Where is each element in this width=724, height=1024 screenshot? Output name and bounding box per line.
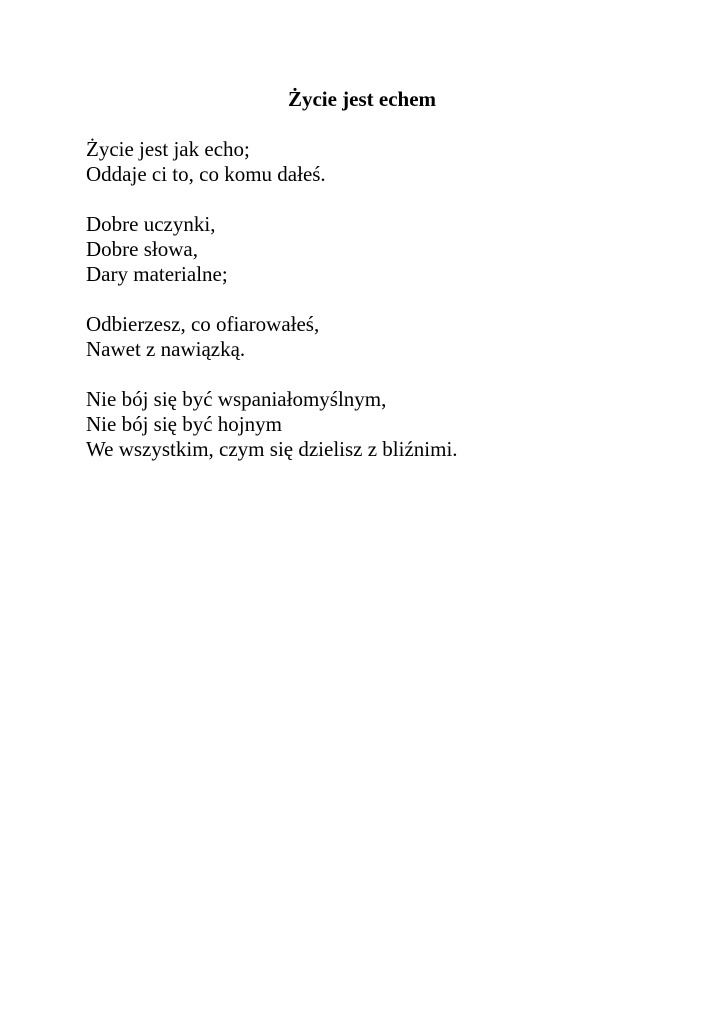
stanza: [86, 212, 646, 287]
poem-line: Odbierzesz, co ofiarowałeś,: [86, 312, 320, 336]
poem-line: Nie bój się być wspaniałomyślnym,: [86, 387, 387, 411]
poem-line: Oddaje ci to, co komu dałeś.: [86, 162, 326, 186]
stanza: [86, 312, 646, 362]
poem-line: Nawet z nawiązką.: [86, 337, 246, 361]
poem-title: Życie jest echem: [287, 87, 437, 111]
poem-line: We wszystkim, czym się dzielisz z bliźnimi.: [86, 437, 458, 461]
poem-line: Dobre uczynki,: [86, 212, 216, 236]
poem-line: Nie bój się być hojnym: [86, 412, 282, 436]
stanza: [86, 387, 646, 462]
poem-line: Życie jest jak echo;: [86, 137, 250, 161]
poem-line: Dobre słowa,: [86, 237, 198, 261]
poem-body: [86, 137, 646, 487]
stanza: [86, 137, 646, 187]
poem-line: Dary materialne;: [86, 262, 228, 286]
